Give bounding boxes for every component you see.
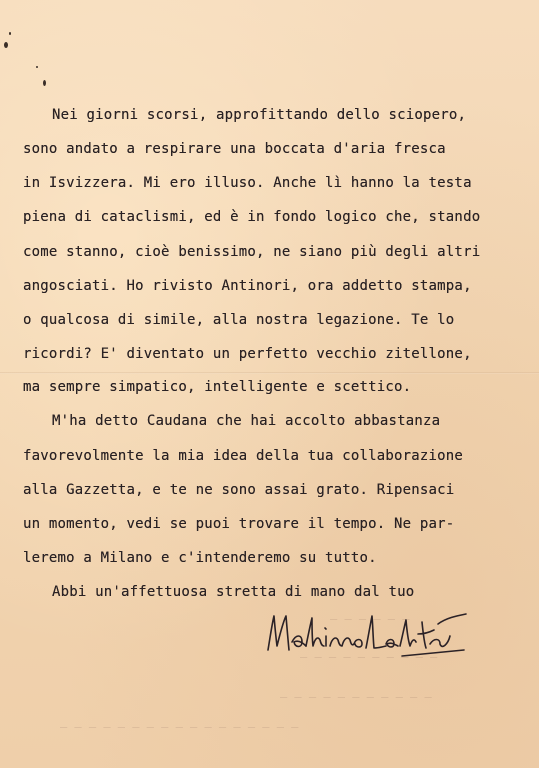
ink-speck: [4, 42, 8, 48]
ink-speck: [43, 80, 46, 86]
letter-line: in Isvizzera. Mi ero illuso. Anche lì hanno la testa: [23, 175, 472, 191]
bleed-through: — — — — — — — — — — — — — — — — —: [60, 720, 299, 734]
letter-line: M'ha detto Caudana che hai accolto abbastanza: [52, 413, 441, 429]
letter-line: Nei giorni scorsi, approfittando dello sciopero,: [52, 107, 467, 123]
closing-line: Abbi un'affettuosa stretta di mano dal tuo: [52, 584, 415, 600]
letter-line: sono andato a respirare una boccata d'aria fresca: [23, 141, 446, 157]
letter-line: come stanno, cioè benissimo, ne siano più degli altri: [23, 244, 481, 260]
letter-line: favorevolmente la mia idea della tua collaborazione: [23, 448, 464, 464]
bleed-through: — — — — — — — — — — —: [280, 690, 432, 704]
letter-line: o qualcosa di simile, alla nostra legazione. Te lo: [23, 312, 455, 328]
letter-line: un momento, vedi se puoi trovare il tempo. Ne par-: [23, 516, 455, 532]
ink-speck: [36, 66, 38, 68]
letter-line: angosciati. Ho rivisto Antinori, ora addetto stampa,: [23, 278, 472, 294]
letter-line: leremo a Milano e c'intenderemo su tutto.: [23, 550, 377, 566]
letter-line: ricordi? E' diventato un perfetto vecchio zitellone,: [23, 346, 472, 362]
letter-line: ma sempre simpatico, intelligente e scettico.: [23, 379, 412, 395]
letter-line: alla Gazzetta, e te ne sono assai grato. Ripensaci: [23, 482, 455, 498]
letter-line: piena di cataclismi, ed è in fondo logico che, stando: [23, 209, 481, 225]
bleed-through: — — — — — —: [330, 612, 410, 626]
handwritten-signature: [262, 604, 472, 664]
ink-speck: [9, 32, 11, 35]
paper-fold: [0, 372, 539, 374]
bleed-through: — — — — — — — — — —: [300, 650, 438, 664]
